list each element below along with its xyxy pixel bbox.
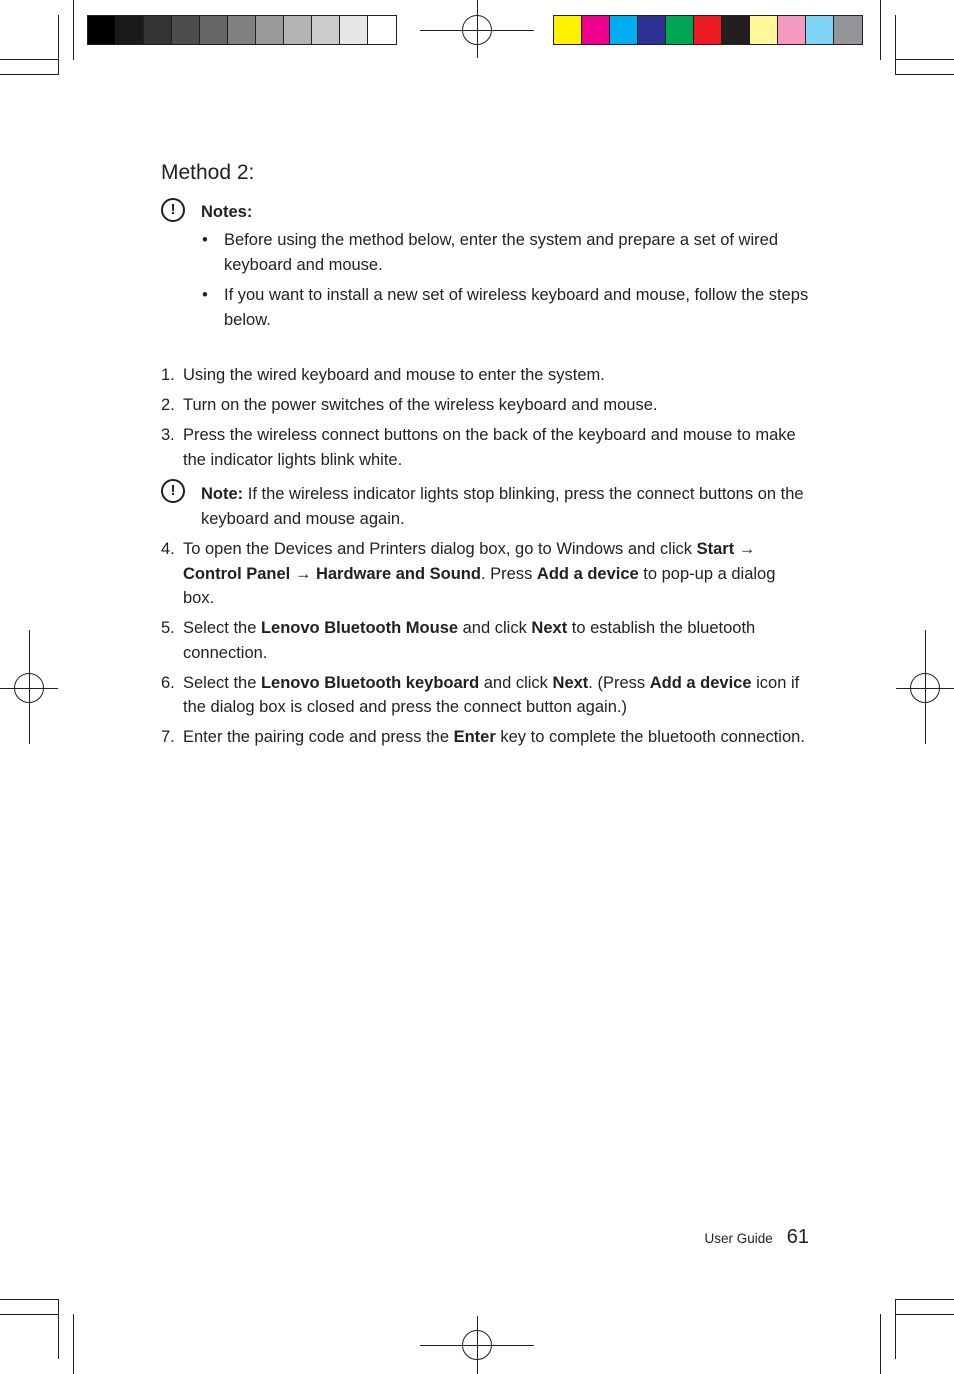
list-item: • Before using the method below, enter the system and prepare a set of wired keyboard and mouse. [201,228,811,277]
color-swatch [834,16,862,44]
step-text: To open the Devices and Printers dialog box, go to Windows and click [183,540,697,558]
color-swatch [778,16,806,44]
step-text: icon if the dialog box is closed and press the connect button again.) [183,673,800,716]
notes-title: Notes: [201,203,253,221]
ui-term: Next [552,673,589,692]
ui-term: Lenovo Bluetooth Mouse [260,619,459,637]
step-item [161,616,811,665]
exclamation-icon: ! [161,198,185,222]
process-color-bar [553,15,863,45]
grayscale-color-bar [87,15,397,45]
color-swatch [284,16,312,44]
page-number: 61 [786,1226,809,1248]
page-footer [704,1226,809,1249]
step-text: to establish the bluetooth connection. [183,619,756,662]
color-swatch [200,16,228,44]
ui-term: Lenovo Bluetooth keyboard [260,673,480,692]
ui-term: Enter [453,728,496,746]
step-text: → [290,564,316,583]
notes-list [201,228,811,332]
step-item [161,393,811,418]
step-number: 5. [161,619,175,637]
list-item: • If you want to install a new set of wireless keyboard and mouse, follow the steps below. [201,283,811,332]
step-text: Enter the pairing code and press the [183,728,454,746]
step-text: Press the wireless connect buttons on the back of the keyboard and mouse to make the indicator lights blink white. [183,426,796,469]
step-text: Using the wired keyboard and mouse to enter the system. [183,366,605,384]
step-text: Select the [183,619,261,637]
ui-term: Hardware and Sound [315,564,481,583]
step-item [161,363,811,388]
color-swatch [806,16,834,44]
step-number: 1. [161,366,175,384]
color-swatch [340,16,368,44]
step-number: 4. [161,540,175,558]
step-text: Turn on the power switches of the wireless keyboard and mouse. [183,396,658,414]
color-swatch [554,16,582,44]
step-number: 3. [161,426,175,444]
step-item [161,671,811,720]
ui-term: Control Panel [183,564,291,583]
color-swatch [368,16,396,44]
color-swatch [666,16,694,44]
color-swatch [116,16,144,44]
step-number: 6. [161,673,175,692]
step-item [161,537,811,611]
step-text: and click [479,673,553,692]
color-swatch [256,16,284,44]
footer-label: User Guide [704,1231,773,1246]
color-swatch [694,16,722,44]
color-swatch [228,16,256,44]
ui-term: Start [696,540,735,558]
note-label: Note: [201,485,244,503]
steps-list-continued [161,537,811,750]
ui-term: Next [531,619,568,637]
color-swatch [88,16,116,44]
step-text: . (Press [588,673,650,692]
color-swatch [722,16,750,44]
step-text: . Press [480,564,537,583]
step-text: and click [458,619,532,637]
step-text: → [734,540,756,558]
color-swatch [582,16,610,44]
step-text: Select the [183,673,261,692]
step-number: 2. [161,396,175,414]
step-text: key to complete the bluetooth connection. [495,728,805,746]
step-number: 7. [161,728,175,746]
step-text: to pop-up a dialog box. [183,564,776,607]
exclamation-icon: ! [161,479,185,503]
color-swatch [144,16,172,44]
note-text [201,482,811,531]
step-item [161,725,811,750]
step-item [161,423,811,472]
note-block [161,482,811,531]
ui-term: Add a device [536,564,639,583]
steps-list [161,363,811,472]
ui-term: Add a device [649,673,752,692]
section-heading: Method 2: [161,161,255,184]
notes-block [161,198,811,332]
note-body: If the wireless indicator lights stop blinking, press the connect buttons on the keyboard and mouse again. [201,485,804,528]
color-swatch [638,16,666,44]
color-swatch [172,16,200,44]
color-swatch [750,16,778,44]
page-content [161,158,811,755]
color-swatch [610,16,638,44]
color-swatch [312,16,340,44]
